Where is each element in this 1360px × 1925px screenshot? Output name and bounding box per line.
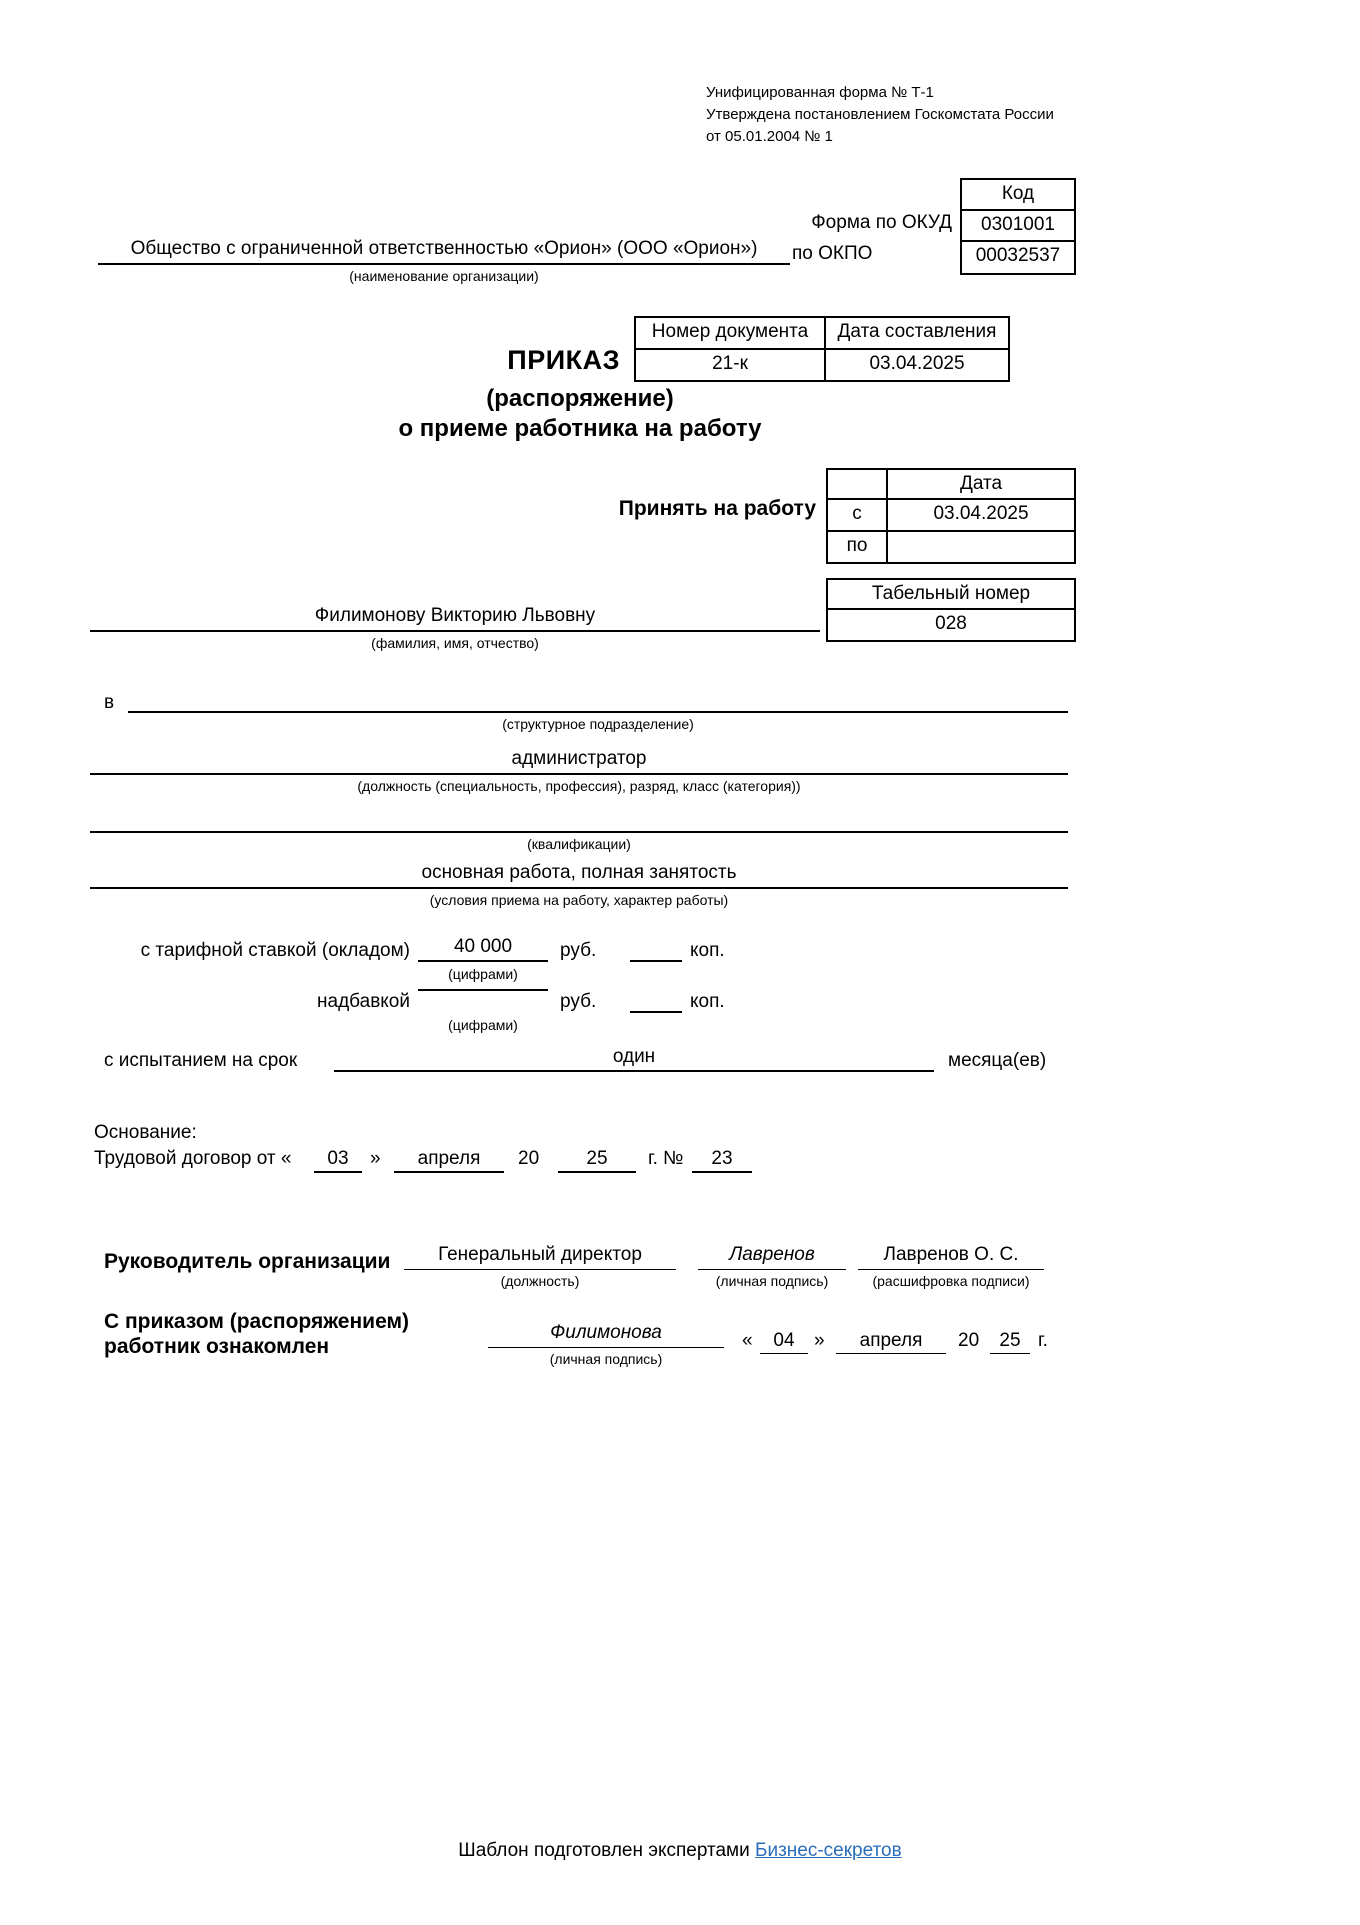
acknowledgment-signature-value: Филимонова <box>488 1322 724 1348</box>
employee-name-field <box>90 605 820 651</box>
basis-year-suffix: г. № <box>648 1148 684 1169</box>
hire-to-value <box>888 532 1074 562</box>
hire-period-date-header: Дата <box>959 473 1003 494</box>
form-reference-line1: Унифицированная форма № Т-1 <box>706 84 934 101</box>
qualification-field <box>90 808 1068 852</box>
head-position-caption: (должность) <box>500 1272 580 1289</box>
personnel-number-table <box>826 578 1076 642</box>
head-signature-field <box>698 1244 846 1289</box>
hire-from-value: 03.04.2025 <box>933 503 1029 524</box>
basis-month: апреля <box>394 1148 504 1173</box>
salary-bonus-caption: (цифрами) <box>448 1017 518 1033</box>
salary-bonus-label: надбавкой <box>317 991 410 1012</box>
probation-unit: месяца(ев) <box>948 1050 1047 1071</box>
conditions-value: основная работа, полная занятость <box>90 862 1068 889</box>
okpo-code-value: 00032537 <box>975 245 1061 266</box>
organization-caption: (наименование организации) <box>349 267 539 284</box>
form-reference <box>706 82 1126 147</box>
basis-number: 23 <box>692 1148 752 1173</box>
salary-bonus-kop: коп. <box>690 991 725 1012</box>
head-signature-caption: (личная подпись) <box>715 1272 829 1289</box>
qualification-value <box>90 808 1068 833</box>
salary-rate-rub: руб. <box>560 940 597 961</box>
code-table-header: Код <box>962 180 1074 211</box>
personnel-number-value: 028 <box>935 613 967 634</box>
document-date-value: 03.04.2025 <box>869 353 965 374</box>
acknowledgment-year: 25 <box>990 1330 1030 1354</box>
conditions-caption: (условия приема на работу, характер работы) <box>429 891 729 908</box>
qualification-caption: (квалификации) <box>527 836 631 852</box>
hire-period-label: Принять на работу <box>618 497 816 520</box>
acknowledgment-signature-caption: (личная подпись) <box>549 1350 663 1367</box>
subdivision-value <box>128 688 1068 713</box>
position-value: администратор <box>90 748 1068 775</box>
head-signature-value: Лавренов <box>698 1244 846 1270</box>
conditions-field <box>90 862 1068 908</box>
hire-period-table <box>826 468 1076 564</box>
basis-day: 03 <box>314 1148 362 1173</box>
position-field <box>90 748 1068 794</box>
head-name-field <box>858 1244 1044 1289</box>
head-name-value: Лавренов О. С. <box>858 1244 1044 1270</box>
head-position-field <box>404 1244 676 1289</box>
hire-period-header-spacer <box>828 470 888 498</box>
footer <box>0 1840 1360 1862</box>
acknowledgment-quote-close: » <box>814 1330 825 1351</box>
head-signature-label: Руководитель организации <box>104 1250 391 1273</box>
document-number-table <box>634 316 1010 382</box>
salary-bonus-rub: руб. <box>560 991 597 1012</box>
acknowledgment-label-line1: С приказом (распоряжением) <box>104 1310 410 1333</box>
okud-label: Форма по ОКУД <box>811 212 952 233</box>
head-name-caption: (расшифровка подписи) <box>872 1272 1030 1289</box>
document-number-header: Номер документа <box>636 318 826 348</box>
employee-name-caption: (фамилия, имя, отчество) <box>371 634 539 651</box>
acknowledgment-signature-field <box>488 1322 724 1367</box>
salary-rate-caption: (цифрами) <box>448 966 518 982</box>
form-reference-line3: от 05.01.2004 № 1 <box>706 127 833 145</box>
head-position-value: Генеральный директор <box>404 1244 676 1270</box>
page-subtitle-2: о приеме работника на работу <box>398 415 762 442</box>
hire-to-key: по <box>828 532 888 562</box>
probation-value: один <box>334 1046 934 1072</box>
subdivision-caption: (структурное подразделение) <box>502 716 694 732</box>
basis-year-prefix: 20 <box>518 1148 540 1169</box>
page-title: ПРИКАЗ <box>507 345 620 375</box>
organization-name: Общество с ограниченной ответственностью «Орион» (ООО «Орион») <box>98 238 790 265</box>
acknowledgment-quote-open: « <box>742 1330 753 1351</box>
code-table <box>960 178 1076 275</box>
page-subtitle-1: (распоряжение) <box>486 385 674 412</box>
acknowledgment-month: апреля <box>836 1330 946 1354</box>
organization-field <box>98 238 790 284</box>
salary-rate-kop: коп. <box>690 940 725 961</box>
position-caption: (должность (специальность, профессия), разряд, класс (категория)) <box>357 777 801 794</box>
salary-bonus-kop-blank <box>630 1011 682 1013</box>
salary-rate-label: с тарифной ставкой (окладом) <box>140 940 410 961</box>
acknowledgment-label-line2: работник ознакомлен <box>104 1335 330 1358</box>
okpo-label: по ОКПО <box>792 243 873 264</box>
basis-prefix: Трудовой договор от « <box>94 1148 292 1169</box>
document-number-value: 21-к <box>636 350 826 380</box>
employee-name: Филимонову Викторию Львовну <box>90 605 820 632</box>
subdivision-field <box>128 688 1068 732</box>
salary-rate-value: 40 000 <box>418 936 548 962</box>
basis-label: Основание: <box>94 1122 197 1143</box>
basis-year: 25 <box>558 1148 636 1173</box>
probation-label: с испытанием на срок <box>104 1050 298 1071</box>
okud-code-value: 0301001 <box>962 211 1074 242</box>
footer-text: Шаблон подготовлен экспертами <box>458 1840 755 1861</box>
acknowledgment-year-suffix: г. <box>1038 1330 1048 1351</box>
subdivision-prefix: в <box>104 692 115 713</box>
document-date-header: Дата составления <box>837 321 997 342</box>
personnel-number-header: Табельный номер <box>828 580 1074 610</box>
acknowledgment-day: 04 <box>760 1330 808 1354</box>
footer-link[interactable]: Бизнес-секретов <box>755 1840 902 1861</box>
basis-quote-close: » <box>370 1148 381 1169</box>
acknowledgment-year-prefix: 20 <box>958 1330 980 1351</box>
form-reference-line2: Утверждена постановлением Госкомстата России <box>706 105 1054 123</box>
hire-from-key: с <box>828 500 888 530</box>
salary-bonus-value <box>418 987 548 991</box>
salary-rate-kop-blank <box>630 960 682 962</box>
